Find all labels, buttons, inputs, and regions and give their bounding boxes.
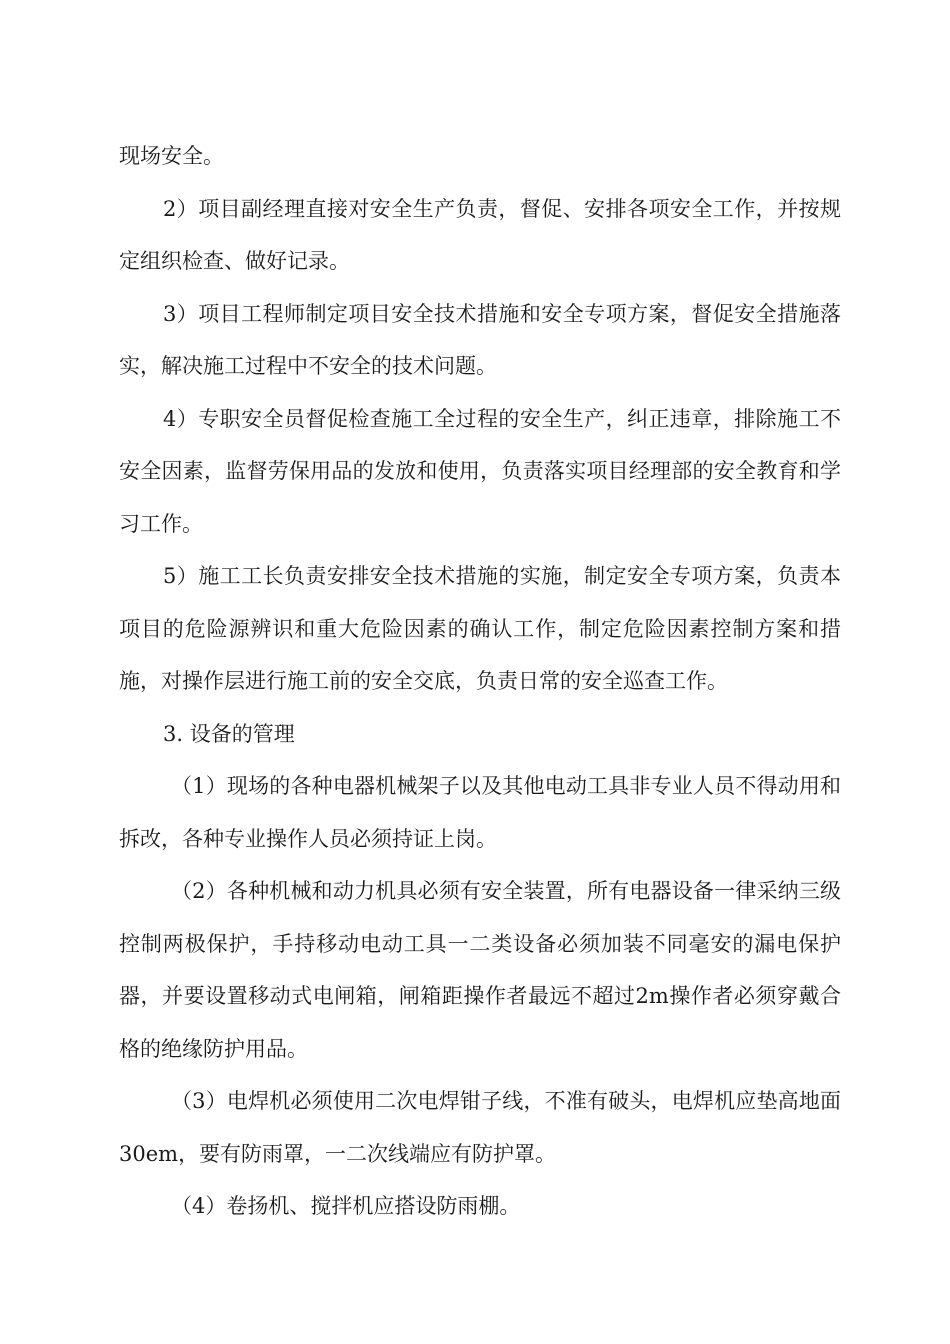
paragraph-item-2: 2）项目副经理直接对安全生产负责，督促、安排各项安全工作，并按规定组织检查、做好记录。: [119, 196, 841, 273]
paragraph-equipment-1: （1）现场的各种电器机械架子以及其他电动工具非专业人员不得动用和拆改，各种专业操作人员必须持证上岗。: [119, 774, 841, 851]
paragraph-equipment-4: （4）卷扬机、搅拌机应搭设防雨棚。: [171, 1194, 521, 1218]
paragraph-continuation: 现场安全。: [119, 144, 224, 168]
paragraph-equipment-2: （2）各种机械和动力机具必须有安全装置，所有电器设备一律采纳三级控制两极保护，手持移动电动工具一二类设备必须加装不同毫安的漏电保护器，并要设置移动式电闸箱，闸箱距操作者最远不超过2m操作者必须穿戴合格的绝缘防护用品。: [119, 879, 841, 1061]
paragraph-equipment-3: （3）电焊机必须使用二次电焊钳子线，不准有破头，电焊机应垫高地面30em，要有防雨罩，一二次线端应有防护罩。: [119, 1089, 841, 1166]
section-heading-equipment: 3. 设备的管理: [163, 721, 295, 746]
document-body: [119, 130, 841, 1233]
paragraph-item-5: 5）施工工长负责安排安全技术措施的实施，制定安全专项方案，负责本项目的危险源辨识和重大危险因素的确认工作，制定危险因素控制方案和措施，对操作层进行施工前的安全交底，负责日常的安全巡查工作。: [119, 564, 841, 693]
paragraph-item-4: 4）专职安全员督促检查施工全过程的安全生产，纠正违章，排除施工不安全因素，监督劳保用品的发放和使用，负责落实项目经理部的安全教育和学习工作。: [119, 406, 841, 536]
paragraph-item-3: 3）项目工程师制定项目安全技术措施和安全专项方案，督促安全措施落实，解决施工过程中不安全的技术问题。: [119, 301, 841, 378]
